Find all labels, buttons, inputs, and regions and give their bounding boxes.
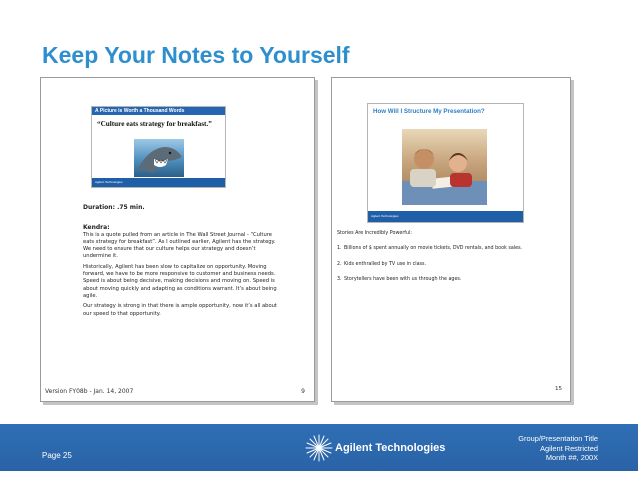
page-number-left: 9 <box>301 388 305 395</box>
meta-line: Agilent Restricted <box>540 443 598 453</box>
presentation-meta <box>518 434 598 463</box>
list-item <box>337 277 557 284</box>
list-item <box>337 262 557 269</box>
notes-paragraph: Historically, Agilent has been slow to capitalize on opportunity. Moving forward, we have to be more responsive to customer and business needs. Speed is about being decisive, making decisions and moving on. Speed is about moving quickly and adapting as conditions warrant. It’s about being agile. <box>83 263 277 299</box>
slide-thumbnail-right <box>367 103 524 223</box>
speaker-name: Kendra: <box>83 224 110 232</box>
list-text: Billions of $ spent annually on movie tickets, DVD rentals, and book sales. <box>344 245 523 251</box>
notes-page-right <box>331 77 571 402</box>
thumbnail-footer: Agilent Technologies <box>92 178 225 187</box>
page-number-right: 15 <box>555 386 562 392</box>
agilent-logo <box>304 433 446 463</box>
notes-paragraph: This is a quote pulled from an article in The Wall Street Journal - “Culture eats strategy for breakfast”. As I outlined earlier, Agilent has the strategy. We need to ensure that our culture helps our strategy and doesn’t undermine it. <box>83 231 276 260</box>
shark-image <box>134 139 184 177</box>
family-reading-image <box>402 129 487 205</box>
list-number: 3. <box>337 277 342 283</box>
thumbnail-title: How Will I Structure My Presentation? <box>373 108 485 115</box>
list-text: Kids enthralled by TV use in class. <box>344 261 427 267</box>
list-item <box>337 246 557 253</box>
speaker-notes-right <box>337 231 557 293</box>
notes-lead: Stories Are Incredibly Powerful: <box>337 231 412 236</box>
logo-text: Agilent Technologies <box>335 442 446 454</box>
thumbnail-header: A Picture is Worth a Thousand Words <box>92 107 225 115</box>
list-text: Storytellers have been with us through the ages. <box>344 277 462 283</box>
slide-title: Keep Your Notes to Yourself <box>42 42 350 68</box>
list-number: 2. <box>337 261 342 267</box>
duration-label: Duration: .75 min. <box>83 204 145 211</box>
notes-paragraph: Our strategy is strong in that there is ample opportunity, now it’s all about our speed to that opportunity. <box>83 303 277 317</box>
meta-line: Group/Presentation Title <box>518 434 598 443</box>
notes-page-left <box>40 77 315 402</box>
meta-line: Month ##, 200X <box>545 453 598 462</box>
slide-thumbnail-left <box>91 106 226 188</box>
footer-band <box>0 424 638 471</box>
thumbnail-quote: “Culture eats strategy for breakfast.” <box>97 120 212 128</box>
list-number: 1. <box>337 245 342 251</box>
page-label: Page 25 <box>42 451 72 460</box>
speaker-notes <box>83 204 279 321</box>
version-label: Version FY08b - Jan. 14, 2007 <box>45 388 134 395</box>
thumbnail-footer: Agilent Technologies <box>368 211 523 222</box>
spark-icon <box>304 433 334 463</box>
